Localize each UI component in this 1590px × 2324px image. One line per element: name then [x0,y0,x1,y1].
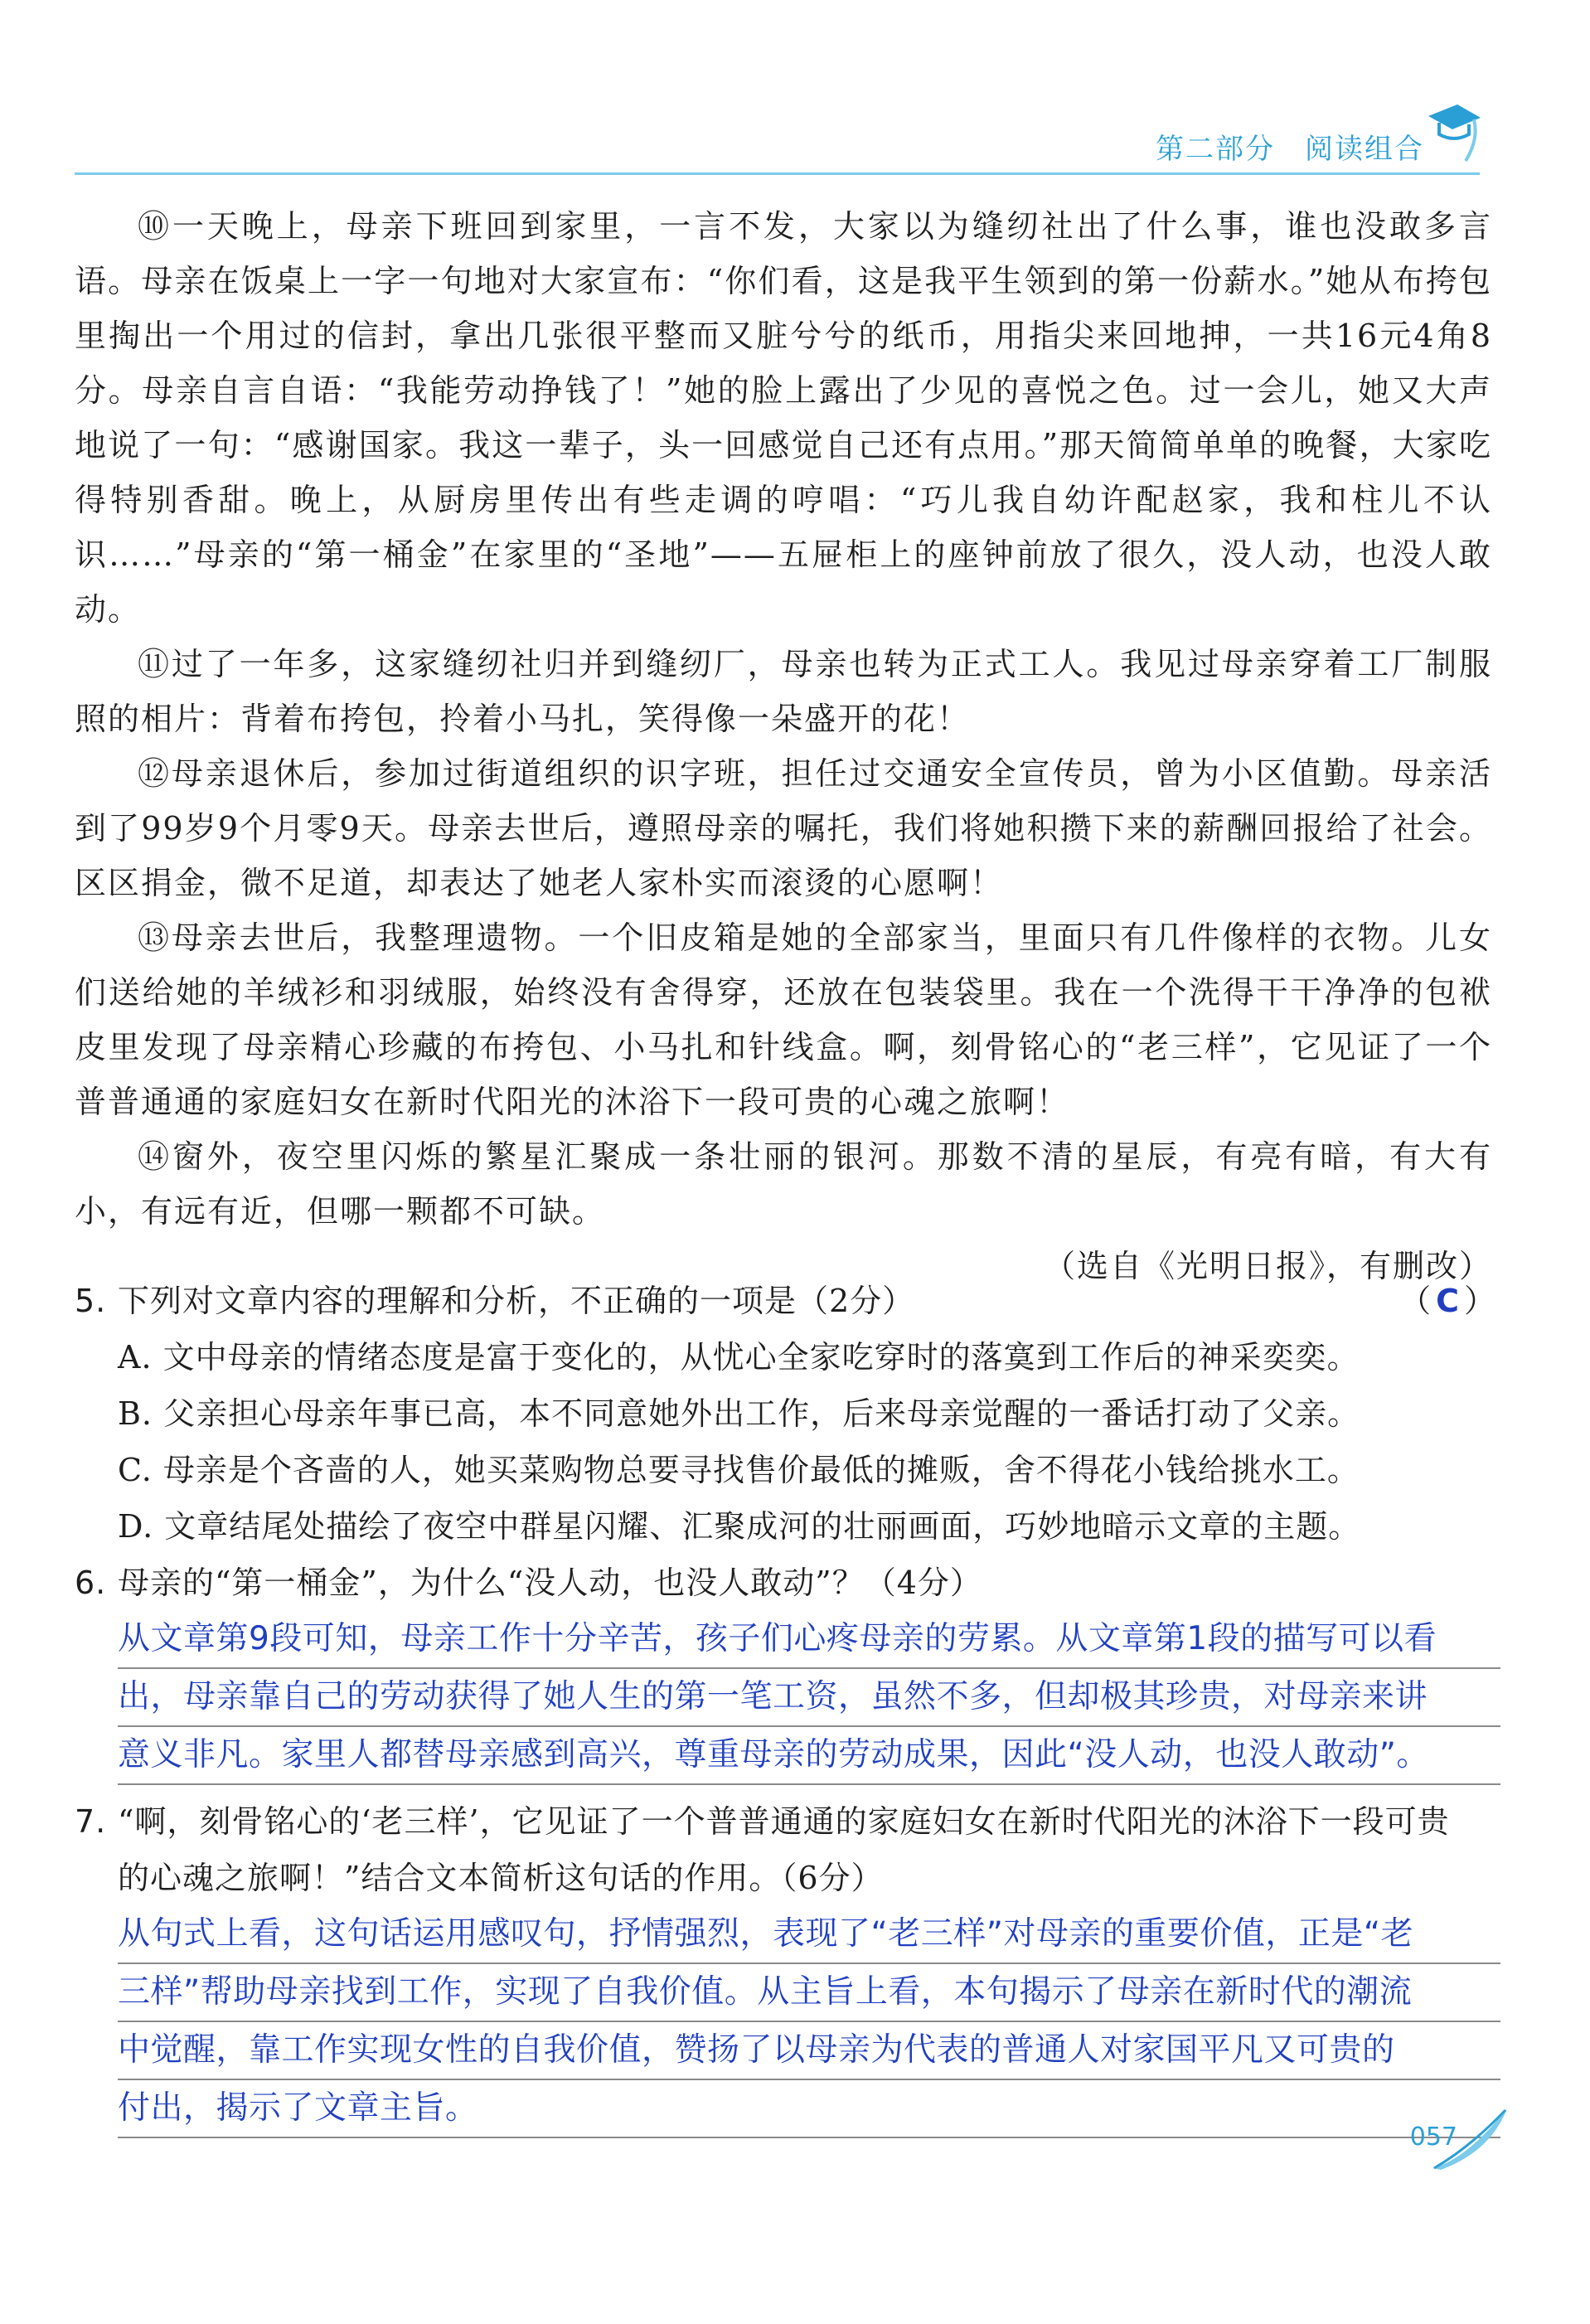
paragraph-10: ⑩一天晚上，母亲下班回到家里，一言不发，大家以为缝纫社出了什么事，谁也没敢多言语。母亲在饭桌上一字一句地对大家宣布：“你们看，这是我平生领到的第一份薪水。”她从布挎包里掏出一个用过的信封，拿出几张很平整而又脏兮兮的纸币，用指尖来回地抻，一共16元4角8分。母亲自言自语：“我能劳动挣钱了！”她的脸上露出了少见的喜悦之色。过一会儿，她又大声地说了一句：“感谢国家。我这一辈子，头一回感觉自己还有点用。”那天简简单单的晚餐，大家吃得特别香甜。晚上，从厨房里传出有些走调的哼唱：“巧儿我自幼许配赵家，我和柱儿不认识……”母亲的“第一桶金”在家里的“圣地”——五屉柜上的座钟前放了很久，没人动，也没人敢动。 [75,208,1492,628]
article-body [75,199,1492,1293]
question-5 [75,1273,1500,1329]
question-text-line1: “啊，刻骨铭心的‘老三样’，它见证了一个普普通通的家庭妇女在新时代阳光的沐浴下一段可贵 [118,1803,1450,1840]
paragraph-11: ⑪过了一年多，这家缝纫社归并到缝纫厂，母亲也转为正式工人。我见过母亲穿着工厂制服照的相片：背着布挎包，拎着小马扎，笑得像一朵盛开的花！ [75,646,1492,737]
answer-line: 中觉醒，靠工作实现女性的自我价值，赞扬了以母亲为代表的普通人对家国平凡又可贵的 [118,2022,1500,2080]
feather-icon [1424,2102,1515,2176]
question-6 [75,1555,1500,1611]
question-number: 6. [75,1565,107,1601]
answer-7[interactable] [118,1906,1500,2138]
article-source: （选自《光明日报》，有删改） [1043,1248,1492,1284]
answer-letter: C [1436,1283,1464,1319]
bracket-close: ） [1463,1283,1500,1319]
option-d: D. 文章结尾处描绘了夜空中群星闪耀、汇聚成河的壮丽画面，巧妙地暗示文章的主题。 [118,1508,1361,1545]
page-header [0,0,1590,182]
option-c: C. 母亲是个吝啬的人，她买菜购物总要寻找售价最低的摊贩，舍不得花小钱给挑水工。 [118,1452,1360,1488]
answer-line: 从文章第9段可知，母亲工作十分辛苦，孩子们心疼母亲的劳累。从文章第1段的描写可以看 [118,1611,1500,1669]
option-a: A. 文中母亲的情绪态度是富于变化的，从忧心全家吃穿时的落寞到工作后的神采奕奕。 [118,1339,1360,1375]
question-number: 5. [75,1283,107,1319]
header-divider [75,172,1480,175]
question-7 [75,1793,1500,1850]
option-b: B. 父亲担心母亲年事已高，本不同意她外出工作，后来母亲觉醒的一番话打动了父亲。 [118,1395,1360,1432]
paragraph-14: ⑭窗外，夜空里闪烁的繁星汇聚成一条壮丽的银河。那数不清的星辰，有亮有暗，有大有小，有远有近，但哪一颗都不可缺。 [75,1138,1492,1230]
page-number: 057 [1409,2123,1457,2152]
bracket-open: （ [1399,1283,1437,1319]
answer-bracket [1399,1273,1500,1329]
paragraph-12: ⑫母亲退休后，参加过街道组织的识字班，担任过交通安全宣传员，曾为小区值勤。母亲活到了99岁9个月零9天。母亲去世后，遵照母亲的嘱托，我们将她积攒下来的薪酬回报给了社会。区区捐金，微不足道，却表达了她老人家朴实而滚烫的心愿啊！ [75,755,1492,901]
question-number: 7. [75,1803,107,1840]
section-title: 第二部分 阅读组合 [1156,133,1424,166]
answer-line: 三样”帮助母亲找到工作，实现了自我价值。从主旨上看，本句揭示了母亲在新时代的潮流 [118,1964,1500,2022]
question-text: 母亲的“第一桶金”，为什么“没人动，也没人敢动”？（4分） [118,1565,982,1601]
answer-line: 付出，揭示了文章主旨。 [118,2080,1500,2138]
question-7-cont: 的心魂之旅啊！”结合文本简析这句话的作用。（6分） [118,1860,884,1896]
answer-line: 从句式上看，这句话运用感叹句，抒情强烈，表现了“老三样”对母亲的重要价值，正是“老 [118,1906,1500,1964]
question-text: 下列对文章内容的理解和分析，不正确的一项是（2分） [118,1283,915,1319]
answer-line: 出，母亲靠自己的劳动获得了她人生的第一笔工资，虽然不多，但却极其珍贵，对母亲来讲 [118,1669,1500,1727]
answer-6[interactable] [118,1611,1500,1785]
graduation-cap-icon [1424,98,1482,164]
answer-line: 意义非凡。家里人都替母亲感到高兴，尊重母亲的劳动成果，因此“没人动，也没人敢动”。 [118,1727,1500,1785]
paragraph-13: ⑬母亲去世后，我整理遗物。一个旧皮箱是她的全部家当，里面只有几件像样的衣物。儿女们送给她的羊绒衫和羽绒服，始终没有舍得穿，还放在包装袋里。我在一个洗得干干净净的包袱皮里发现了母亲精心珍藏的布挎包、小马扎和针线盒。啊，刻骨铭心的“老三样”，它见证了一个普普通通的家庭妇女在新时代阳光的沐浴下一段可贵的心魂之旅啊！ [75,919,1492,1120]
questions-section [75,1273,1500,2138]
